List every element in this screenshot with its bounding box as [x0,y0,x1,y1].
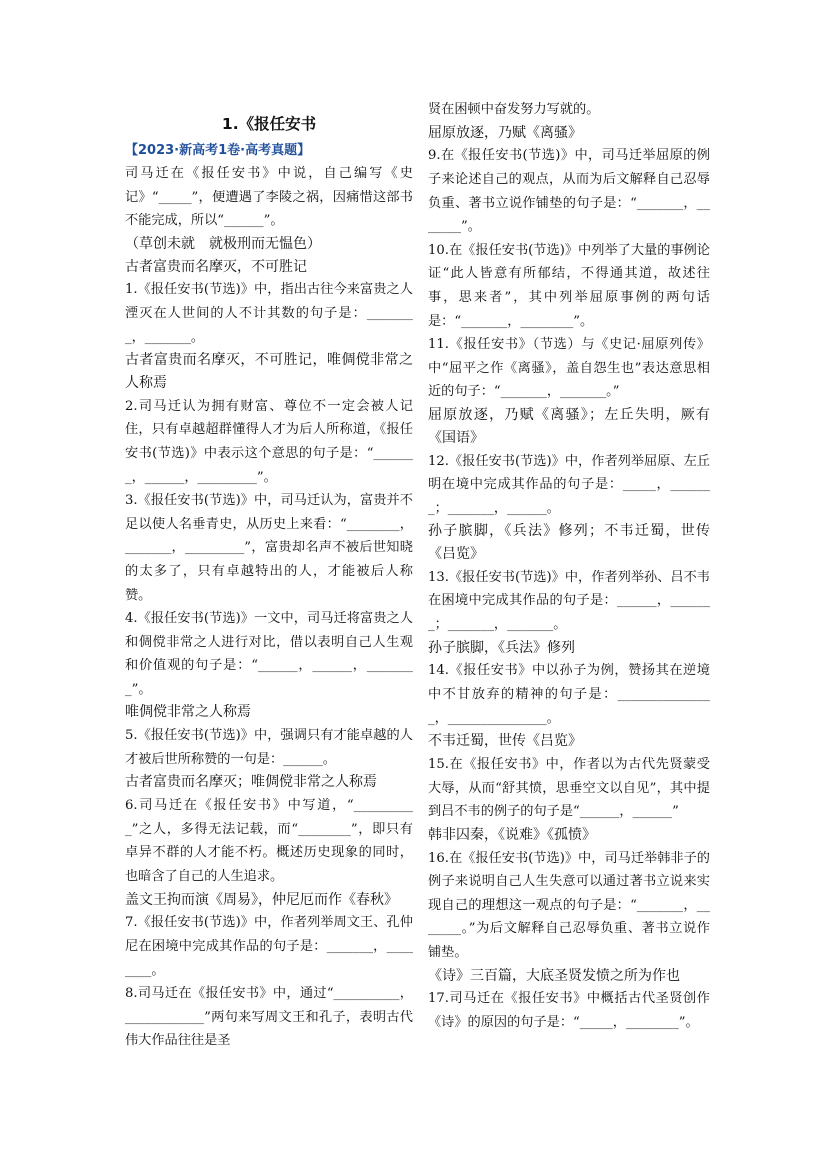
answer-line: 盖文王拘而演《周易》，仲尼厄而作《春秋》 [125,891,398,908]
answer-line: 屈原放逐，乃赋《离骚》；左丘失明，厥有《国语》 [428,406,710,446]
question-text: 2.司马迁认为拥有财富、尊位不一定会被人记住，只有卓越超群懂得人才为后人所称道，《报任安书(节选)》中表示这个意思的句子是：“_______，______，_________”。 [125,398,413,485]
question-text: 1.《报任安书(节选)》中，指出古往今来富贵之人湮灭在人世间的人不计其数的句子是：________，_______。 [125,282,413,345]
right-flow [428,98,710,1035]
question-text: 15.在《报任安书》中，作者以为古代先贤蒙受大辱，从而“舒其愤，思垂空文以自见”，其中提到吕不韦的例子的句子是“______，______” [428,757,710,820]
question-text: 16.在《报任安书(节选)》中，司马迁举韩非子的例子来说明自己人生失意可以通过著书立说来实现自己的理想这一观点的句子是：“_______，_______。”为后文解释自己忍辱负重、著书立说作铺垫。 [428,850,710,960]
question-text: 7.《报任安书(节选)》中，作者列举周文王、孔仲尼在困境中完成其作品的句子是：_______，________。 [125,915,413,978]
answer-line: 古者富贵而名摩灭，不可胜记，唯倜傥非常之人称焉 [125,352,413,391]
answer-line: 屈原放逐，乃赋《离骚》 [428,124,582,141]
question-text: 17.司马迁在《报任安书》中概括古代圣贤创作《诗》的原因的句子是：“_____，________”。 [428,991,710,1030]
question-text: 9.在《报任安书(节选)》中，司马迁举屈原的例子来论述自己的观点，从而为后文解释自己忍辱负重、著书立说作铺垫的句子是：“_______，_______”。 [428,148,710,235]
exam-tag: 【2023·新高考1卷·高考真题】 [125,143,311,158]
left-column [125,100,413,1053]
question-text: 13.《报任安书(节选)》中，作者列举孙、吕不韦在困境中完成其作品的句子是：______，_______；_______，_______。 [428,569,710,633]
answer-line: 《诗》三百篇，大底圣贤发愤之所为作也 [428,967,680,984]
question-text: 11.《报任安书》（节选）与《史记·屈原列传》中“屈平之作《离骚》，盖自怨生也”表达意思相近的句子：“_______，_______。” [428,337,710,400]
right-column [428,98,710,1035]
answer-line: （草创未就 就极刑而无愠色） [125,235,321,252]
answer-line: 古者富贵而名摩灭，不可胜记 [125,258,307,275]
question-text: 贤在困顿中奋发努力写就的。 [428,102,600,117]
answer-line: 孙子膑脚，《兵法》修列；不韦迁蜀，世传《吕览》 [428,523,710,563]
question-text: 3.《报任安书(节选)》中，司马迁认为，富贵并不足以使人名垂青史，从历史上来看：“________，_______，_________”，富贵却名声不被后世知晓的太多了，只有卓越特出的人，才能被后人称赞。 [125,493,413,603]
question-text: 4.《报任安书(节选)》一文中，司马迁将富贵之人和倜傥非常之人进行对比，借以表明自己人生观和价值观的句子是：“______，______，________”。 [125,611,413,697]
answer-line: 古者富贵而名摩灭；唯倜傥非常之人称焉 [125,774,377,791]
question-text: 6.司马迁在《报任安书》中写道，“__________”之人，多得无法记载，而“________”，即只有卓异不群的人才能不朽。概述历史现象的同时，也暗含了自己的人生追求。 [125,798,413,885]
answer-line: 孙子膑脚，《兵法》修列 [428,639,575,656]
left-flow [125,140,413,1053]
question-text: 12.《报任安书(节选)》中，作者列举屈原、左丘明在境中完成其作品的句子是：_____，_______；_______，______。 [428,453,710,516]
answer-line: 韩非囚秦，《说难》《孤愤》 [428,826,596,843]
question-text: 5.《报任安书(节选)》中，强调只有才能卓越的人才被后世所称赞的一句是：______。 [125,728,413,767]
page-title: 1.《报任安书 [221,115,317,133]
answer-line: 不韦迁蜀，世传《吕览》 [428,733,582,750]
question-text: 8.司马迁在《报任安书》中，通过“__________，____________”两句来写周文王和孔子，表明古代伟大作品往往是圣 [125,986,413,1049]
question-text: 14.《报任安书》中以孙子为例，赞扬其在逆境中不甘放弃的精神的句子是：_______________，_______________。 [428,663,710,726]
question-text: 10.在《报任安书(节选)》中列举了大量的事例论证“此人皆意有所郁结，不得通其道，故述往事，思来者”，其中列举屈原事例的两句话是：“_______，________”。 [428,242,710,329]
answer-line: 唯倜傥非常之人称焉 [125,704,251,721]
question-text: 司马迁在《报任安书》中说，自己编写《史记》“_____”，便遭遇了李陵之祸，因痛惜这部书不能完成，所以“______”。 [125,166,413,229]
